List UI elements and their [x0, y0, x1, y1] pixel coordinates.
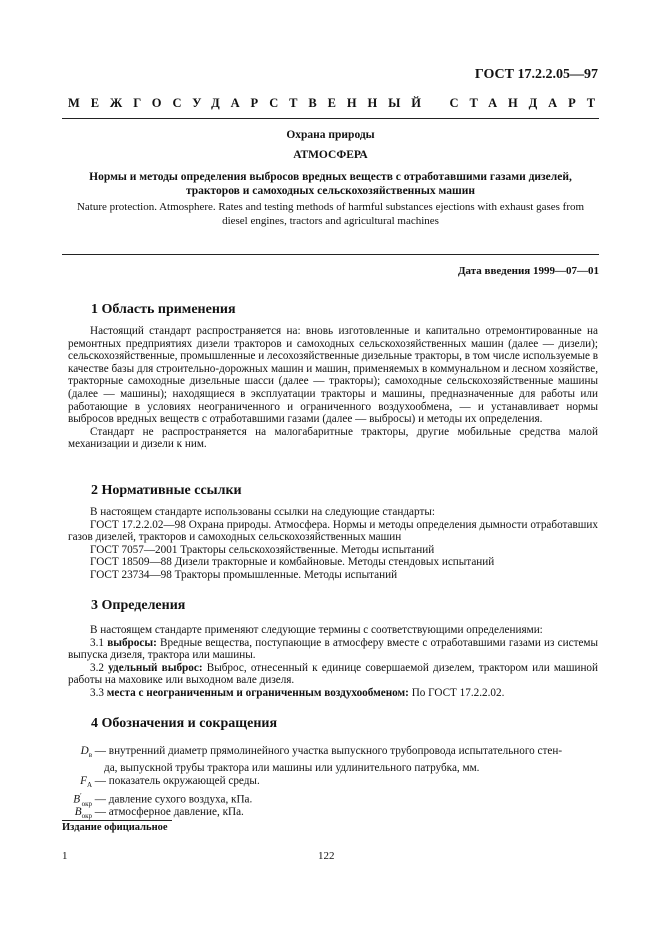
section-1-body: [68, 325, 598, 451]
section-3-body: [68, 624, 598, 700]
intro-date: Дата введения 1999—07—01: [457, 265, 599, 277]
title-line-3a: Нормы и методы определения выбросов вредных веществ с отработавшими газами дизелей,: [89, 171, 572, 183]
definition-3-number: 3.3: [90, 686, 104, 699]
section-2-reference-1: ГОСТ 17.2.2.02—98 Охрана природы. Атмосфера. Нормы и методы определения дымности отработавших газов дизелей, тракторов и самоходных сельскохозяйственных машин: [68, 518, 598, 544]
symbol-b: $B_{окр}$: [74, 806, 92, 821]
definition-2-number: 3.2: [90, 661, 104, 674]
title-line-3: [62, 170, 599, 198]
symbol-d: $D_в$: [80, 745, 92, 760]
english-title-a: Nature protection. Atmosphere. Rates and testing methods of harmful substances ejections with exhaust gases from: [76, 201, 585, 213]
section-2-heading: 2 Нормативные ссылки: [91, 483, 242, 498]
symbol-fa: $F_A$: [80, 775, 92, 790]
section-2-paragraph-1: В настоящем стандарте использованы ссылки на следующие стандарты:: [90, 506, 435, 518]
definition-2: [68, 662, 598, 687]
symbol-d-text-b: да, выпускной трубы трактора или машины или удлинительного патрубка, мм.: [104, 761, 480, 774]
definition-3-term: места с неограниченным и ограниченным воздухообменом:: [106, 686, 409, 699]
section-2-reference-3: ГОСТ 18509—88 Дизели тракторные и комбайновые. Методы стендовых испытаний: [90, 556, 495, 569]
footer-divider: [62, 820, 172, 821]
section-1-paragraph-2: Стандарт не распространяется на малогабаритные тракторы, другие мобильные средства малой механизации и дизели к ним.: [68, 425, 598, 451]
edition-label: Издание официальное: [62, 822, 168, 833]
gost-code: ГОСТ 17.2.2.05—97: [474, 67, 598, 82]
definition-3-text: По ГОСТ 17.2.2.02.: [411, 686, 505, 699]
section-2-body: [68, 506, 598, 582]
definition-1-number: 3.1: [90, 636, 104, 649]
section-1-paragraph-1: Настоящий стандарт распространяется на: вновь изготовленные и капитально отремонтированные на ремонтных предприятиях дизели тракторов и самоходных сельскохозяйственных машин (далее — дизели); сельскохозяйственные, промышленные и лесохозяйственные дизельные тракторы, в том числе используемые в качестве базы для строительно-дорожных машин и машин, применяемых в коммунальном и лесном хозяйстве, тракторные самоходные дизельные шасси (далее — тракторы); самоходные сельскохозяйственные машины (далее — машины); находящиеся в эксплуатации тракторы и машины, предназначенные для работы или работающие в условиях неограниченного и ограниченного воздухообмена, — и устанавливает нормы выбросов вредных веществ с отработавшими газами (далее — выбросы) и методы их определения.: [68, 325, 599, 426]
symbol-b-dry-text: — давление сухого воздуха, кПа.: [94, 793, 253, 806]
title-line-3b: тракторов и самоходных сельскохозяйственных машин: [185, 185, 476, 197]
title-line-1: Охрана природы: [286, 129, 375, 141]
symbol-row-d: [68, 745, 598, 774]
section-3-heading: 3 Определения: [91, 598, 186, 613]
definition-3: [68, 687, 598, 700]
section-1-heading: 1 Область применения: [91, 302, 236, 317]
section-2-reference-4: ГОСТ 23734—98 Тракторы промышленные. Методы испытаний: [90, 568, 398, 581]
english-title-b: diesel engines, tractors and agricultural machines: [222, 215, 439, 227]
symbol-b-text: — атмосферное давление, кПа.: [94, 806, 244, 818]
section-4-heading: 4 Обозначения и сокращения: [91, 716, 278, 731]
header-divider: [62, 118, 599, 119]
title-line-2: АТМОСФЕРА: [293, 149, 368, 161]
definition-2-term: удельный выброс:: [108, 661, 203, 674]
definition-1-text: Вредные вещества, поступающие в атмосферу вместе с отработавшими газами из системы выпуска дизеля, трактора или машины.: [68, 636, 599, 662]
english-title: [62, 200, 599, 228]
section-3-intro: В настоящем стандарте применяют следующие термины с соответствующими определениями:: [90, 624, 543, 636]
standard-word: СТАНДАРТ: [449, 96, 606, 110]
symbol-d-text-a: — внутренний диаметр прямолинейного участка выпускного трубопровода испытательного стен-: [94, 745, 563, 757]
interstate-word: МЕЖГОСУДАРСТВЕННЫЙ: [68, 96, 432, 110]
definition-1: [68, 637, 598, 662]
definition-2-text: Выброс, отнесенный к единице совершаемой дизелем, трактором или машиной работы на маховике или выходном вале дизеля.: [68, 661, 599, 687]
section-2-reference-2: ГОСТ 7057—2001 Тракторы сельскохозяйственные. Методы испытаний: [90, 543, 435, 556]
page-number-center: 122: [318, 850, 335, 862]
definition-1-term: выбросы:: [107, 636, 157, 649]
title-divider: [62, 254, 599, 255]
symbol-b-dry: $B'_{окр}$: [73, 792, 92, 808]
symbol-fa-text: — показатель окружающей среды.: [94, 775, 260, 787]
page-number-left: 1: [62, 850, 68, 862]
